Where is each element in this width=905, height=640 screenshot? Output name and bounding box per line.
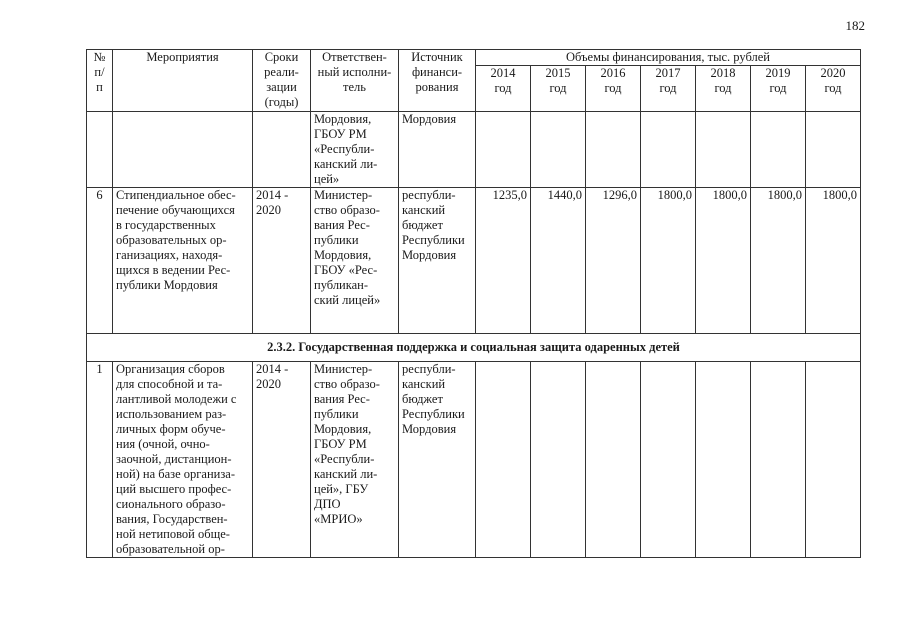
row-executor: Мордовия, ГБОУ РМ «Республи- канский ли- цей» (311, 112, 399, 188)
table-row (87, 188, 861, 334)
row-value (586, 362, 641, 558)
header-year: 2016 год (586, 66, 641, 112)
header-source: Источник финанси- рования (399, 50, 476, 112)
header-year: 2015 год (531, 66, 586, 112)
row-value (476, 112, 531, 188)
header-year: 2018 год (696, 66, 751, 112)
row-value (586, 112, 641, 188)
row-term: 2014 - 2020 (253, 362, 311, 558)
header-year: 2017 год (641, 66, 696, 112)
row-value (641, 362, 696, 558)
row-value (751, 112, 806, 188)
row-event: Организация сборов для способной и та- лантливой молодежи с использованием раз- личных форм обуче- ния (очной, очно- заочной, дистанцион- ной) на базе организа- ций высшего профес- сионального образо- вания, Государствен- ной нетиповой обще- образовательной ор- (113, 362, 253, 558)
table-row (87, 112, 861, 188)
header-year: 2014 год (476, 66, 531, 112)
row-value (531, 362, 586, 558)
row-value (531, 112, 586, 188)
row-value: 1800,0 (696, 188, 751, 334)
row-num: 1 (87, 362, 113, 558)
row-term: 2014 - 2020 (253, 188, 311, 334)
header-year: 2020 год (806, 66, 861, 112)
row-value (476, 362, 531, 558)
header-num: № п/ п (87, 50, 113, 112)
row-source: республи- канский бюджет Республики Мордовия (399, 188, 476, 334)
row-term (253, 112, 311, 188)
row-value (641, 112, 696, 188)
row-value (696, 112, 751, 188)
row-num (87, 112, 113, 188)
header-event: Мероприятия (113, 50, 253, 112)
row-executor: Министер- ство образо- вания Рес- публики Мордовия, ГБОУ «Рес- публикан- ский лицей» (311, 188, 399, 334)
row-value: 1440,0 (531, 188, 586, 334)
row-value: 1296,0 (586, 188, 641, 334)
row-value: 1800,0 (806, 188, 861, 334)
header-executor: Ответствен- ный исполни- тель (311, 50, 399, 112)
financing-table (86, 49, 861, 558)
row-value: 1235,0 (476, 188, 531, 334)
section-title: 2.3.2. Государственная поддержка и социальная защита одаренных детей (87, 334, 861, 362)
row-value (751, 362, 806, 558)
row-source: Мордовия (399, 112, 476, 188)
row-source: республи- канский бюджет Республики Мордовия (399, 362, 476, 558)
header-year: 2019 год (751, 66, 806, 112)
row-value (696, 362, 751, 558)
row-value (806, 112, 861, 188)
header-row (87, 50, 861, 66)
row-num: 6 (87, 188, 113, 334)
row-executor: Министер- ство образо- вания Рес- публики Мордовия, ГБОУ РМ «Республи- канский ли- цей», ГБУ ДПО «МРИО» (311, 362, 399, 558)
row-value: 1800,0 (751, 188, 806, 334)
table-row (87, 362, 861, 558)
row-value (806, 362, 861, 558)
row-value: 1800,0 (641, 188, 696, 334)
row-event: Стипендиальное обес- печение обучающихся в государственных образовательных ор- ганизациях, находя- щихся в ведении Рес- публики Мордовия (113, 188, 253, 334)
section-row (87, 334, 861, 362)
page-number: 182 (845, 18, 865, 33)
header-term: Сроки реали- зации (годы) (253, 50, 311, 112)
row-event (113, 112, 253, 188)
header-financing: Объемы финансирования, тыс. рублей (476, 50, 861, 66)
